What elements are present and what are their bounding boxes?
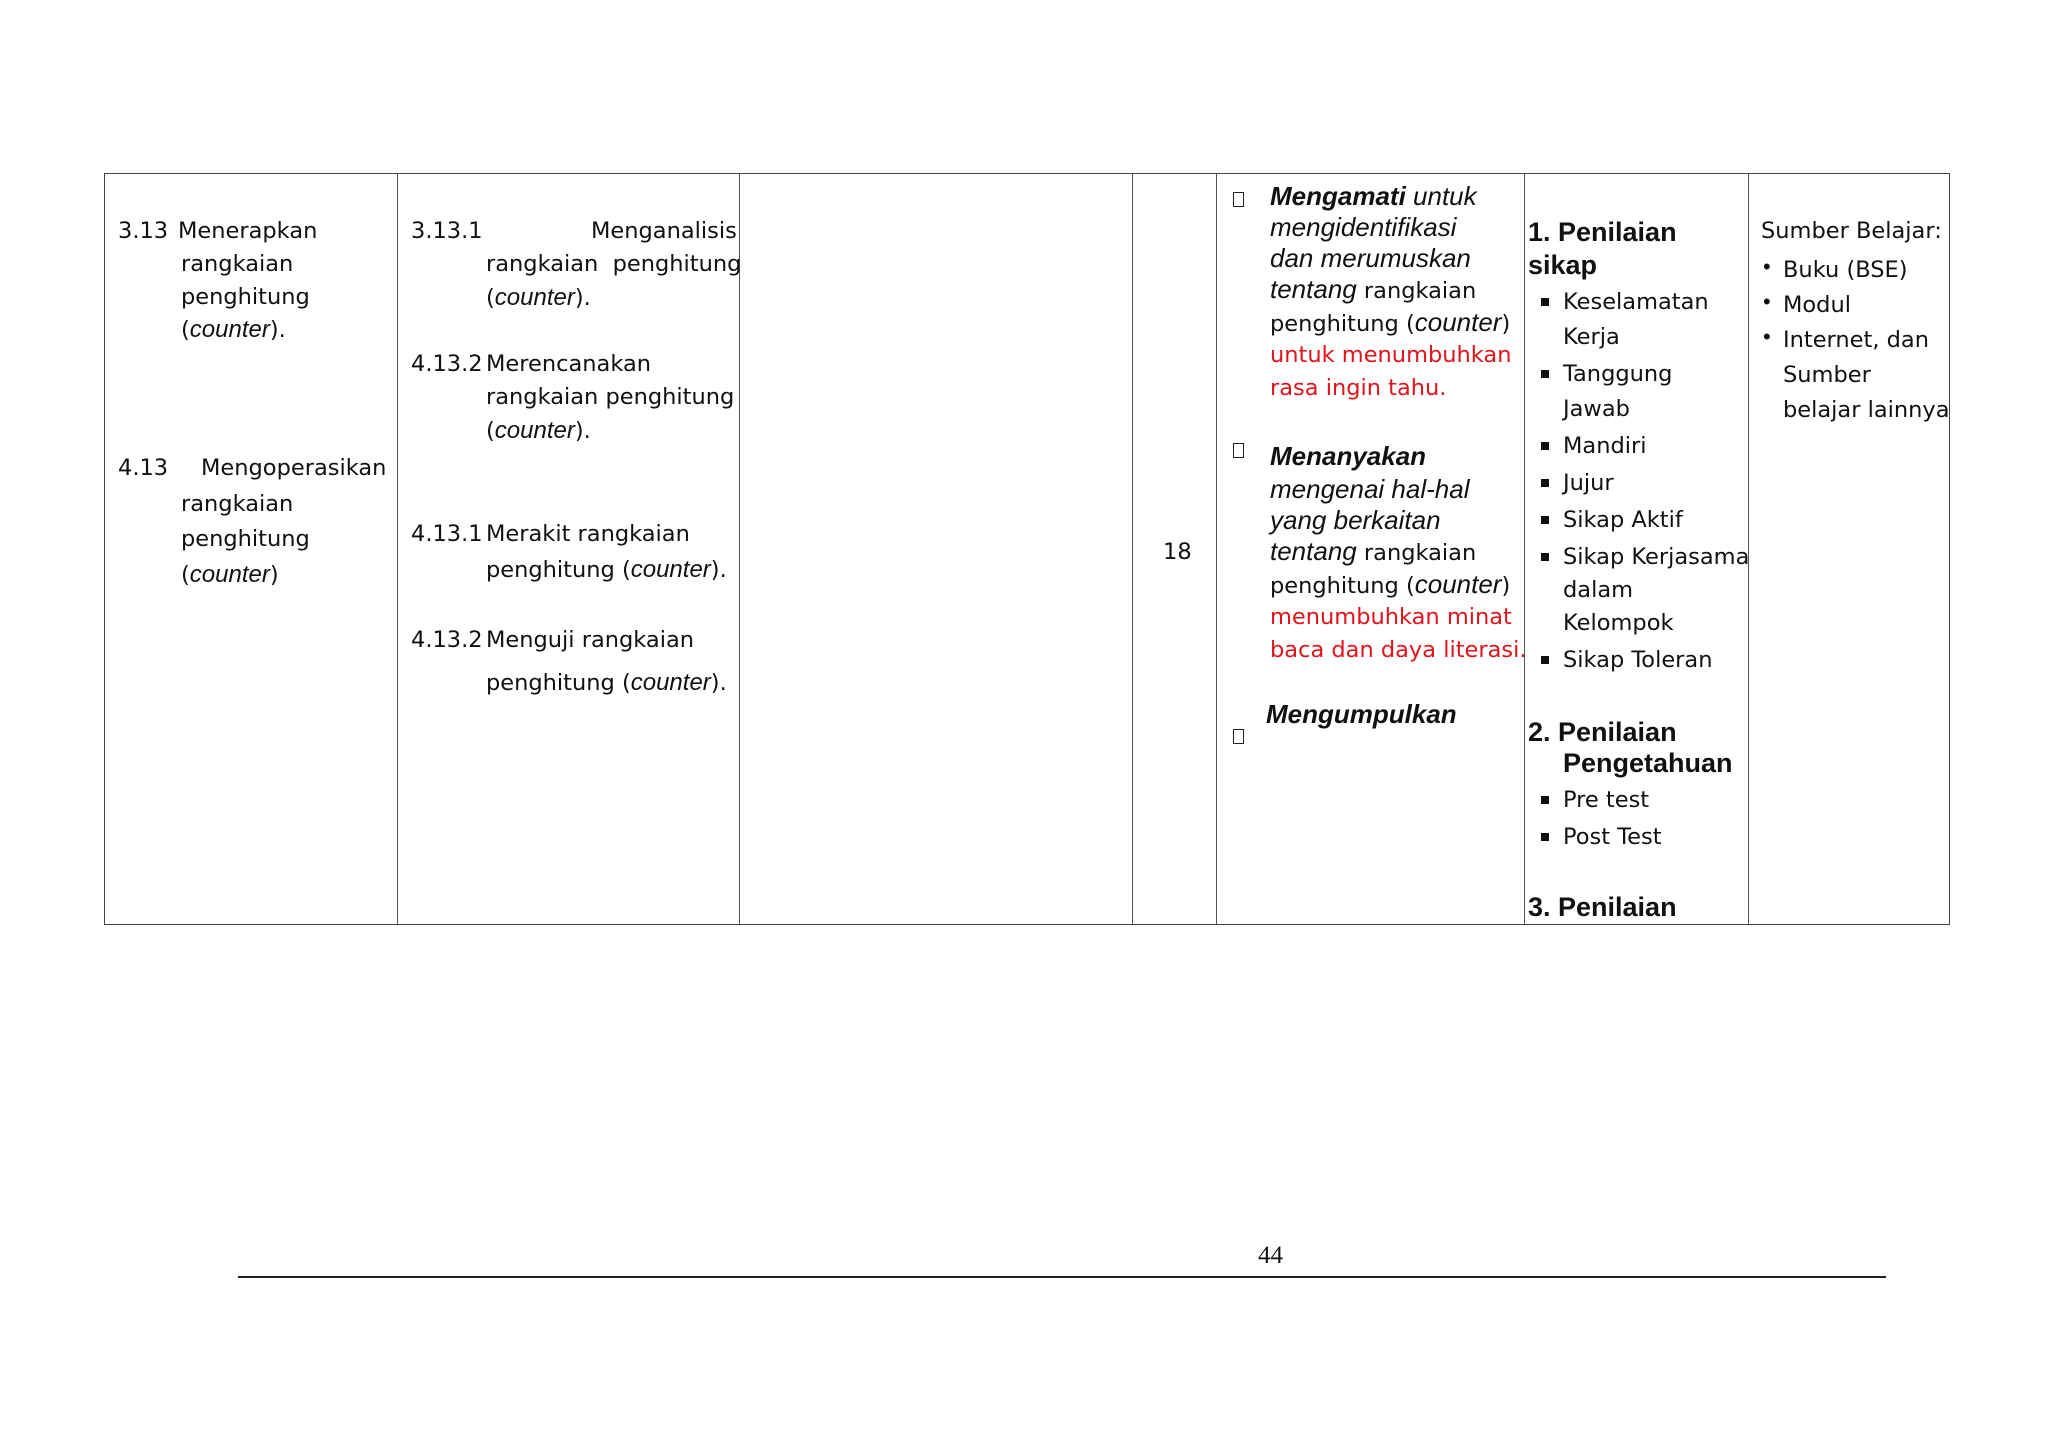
bullet-icon	[1541, 796, 1549, 804]
bullet-icon	[1541, 479, 1549, 487]
indicator-number: 4.13.2	[411, 627, 483, 653]
assessment-heading: sikap	[1528, 250, 1598, 280]
activity-text: Mengumpulkan	[1266, 699, 1457, 729]
assessment-heading: 2. Penilaian	[1528, 717, 1677, 747]
source-item: Buku (BSE)	[1783, 257, 1908, 283]
bullet-icon	[1541, 656, 1549, 664]
assessment-item: Tanggung	[1563, 361, 1673, 387]
indicator-text: rangkaian penghitung	[486, 384, 735, 410]
checkbox-icon	[1233, 192, 1244, 207]
column-divider	[1524, 174, 1525, 924]
source-item: Modul	[1783, 292, 1851, 318]
competency-number: 4.13	[118, 455, 169, 481]
indicator-text: penghitung (counter).	[486, 556, 727, 583]
activity-text: mengidentifikasi	[1270, 212, 1457, 242]
activity-note: baca dan daya literasi.	[1270, 637, 1527, 663]
assessment-item: Post Test	[1563, 824, 1662, 850]
competency-text: penghitung	[181, 526, 310, 552]
activity-text: yang berkaitan	[1270, 505, 1441, 535]
source-item: Internet, dan	[1783, 327, 1929, 353]
bullet-icon: •	[1763, 289, 1771, 314]
competency-text: Menerapkan	[178, 218, 318, 244]
indicator-text: (counter).	[486, 284, 591, 311]
bullet-icon: •	[1763, 254, 1771, 279]
time-allocation: 18	[1163, 539, 1192, 565]
column-divider	[739, 174, 740, 924]
source-item: Sumber	[1783, 362, 1871, 388]
indicator-text: Menguji rangkaian	[486, 627, 695, 653]
assessment-heading: 3. Penilaian	[1528, 892, 1677, 922]
assessment-heading: Pengetahuan	[1563, 748, 1733, 778]
indicator-text: Menganalisis	[591, 218, 737, 244]
column-divider	[1132, 174, 1133, 924]
activity-text: Mengamati untuk	[1270, 181, 1477, 211]
activity-note: menumbuhkan minat	[1270, 604, 1512, 630]
competency-text: Mengoperasikan	[201, 455, 387, 481]
indicator-text: Merencanakan	[486, 351, 652, 377]
assessment-item: Pre test	[1563, 787, 1650, 813]
assessment-item: dalam	[1563, 577, 1634, 603]
activity-text: Menanyakan	[1270, 441, 1427, 471]
checkbox-icon	[1233, 443, 1244, 458]
assessment-item: Jawab	[1563, 396, 1630, 422]
assessment-item: Kerja	[1563, 324, 1620, 350]
activity-note: untuk menumbuhkan	[1270, 342, 1512, 368]
assessment-item: Sikap Toleran	[1563, 647, 1713, 673]
assessment-item: Sikap Aktif	[1563, 507, 1683, 533]
assessment-heading: 1. Penilaian	[1528, 217, 1677, 247]
column-divider	[397, 174, 398, 924]
footer-divider	[238, 1276, 1886, 1278]
page-number: 44	[1258, 1242, 1283, 1269]
assessment-item: Sikap Kerjasama	[1563, 544, 1750, 570]
competency-text: rangkaian	[181, 491, 294, 517]
bullet-icon	[1541, 442, 1549, 450]
indicator-text: rangkaian penghitung	[486, 251, 742, 277]
competency-text: rangkaian	[181, 251, 294, 277]
indicator-number: 4.13.2	[411, 351, 483, 377]
indicator-number: 4.13.1	[411, 521, 483, 547]
source-item: belajar lainnya	[1783, 397, 1950, 423]
bullet-icon	[1541, 553, 1549, 561]
competency-text: penghitung	[181, 284, 310, 310]
competency-text: (counter)	[181, 561, 279, 588]
bullet-icon	[1541, 833, 1549, 841]
competency-text: (counter).	[181, 316, 286, 343]
activity-text: penghitung (counter)	[1270, 307, 1511, 337]
assessment-item: Kelompok	[1563, 610, 1674, 636]
assessment-item: Jujur	[1563, 470, 1614, 496]
activity-text: mengenai hal-hal	[1270, 474, 1470, 504]
checkbox-icon	[1233, 729, 1244, 744]
activity-text: dan merumuskan	[1270, 243, 1471, 273]
sources-title: Sumber Belajar:	[1761, 218, 1942, 244]
activity-note: rasa ingin tahu.	[1270, 375, 1447, 401]
indicator-number: 3.13.1	[411, 218, 483, 244]
indicator-text: Merakit rangkaian	[486, 521, 690, 547]
activity-text: tentang rangkaian	[1270, 536, 1477, 566]
indicator-text: penghitung (counter).	[486, 669, 727, 696]
assessment-item: Keselamatan	[1563, 289, 1709, 315]
bullet-icon	[1541, 516, 1549, 524]
bullet-icon	[1541, 370, 1549, 378]
indicator-text: (counter).	[486, 417, 591, 444]
assessment-item: Mandiri	[1563, 433, 1647, 459]
activity-text: tentang rangkaian	[1270, 274, 1477, 304]
bullet-icon	[1541, 298, 1549, 306]
bullet-icon: •	[1763, 324, 1771, 349]
competency-number: 3.13	[118, 218, 169, 244]
activity-text: penghitung (counter)	[1270, 569, 1511, 599]
column-divider	[1216, 174, 1217, 924]
